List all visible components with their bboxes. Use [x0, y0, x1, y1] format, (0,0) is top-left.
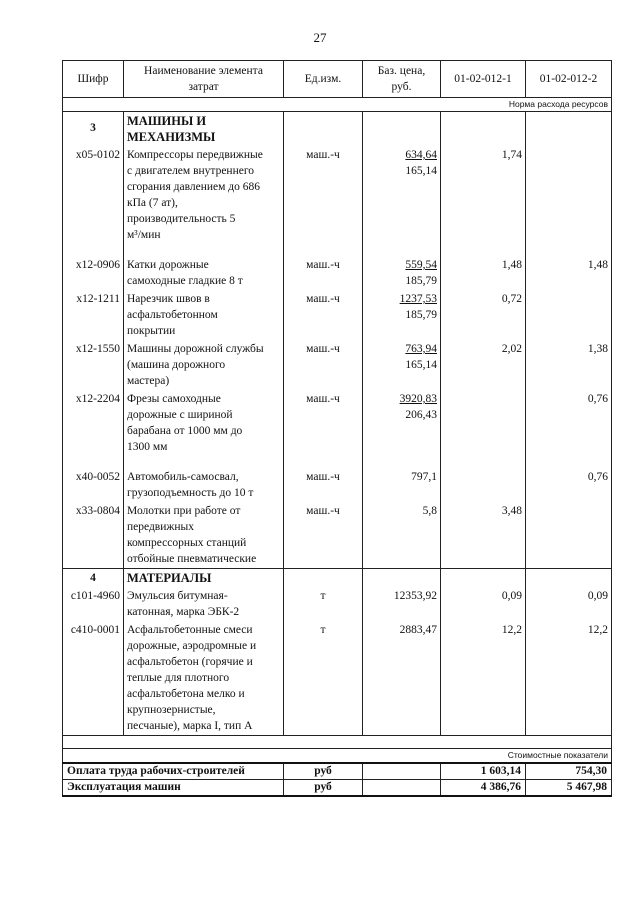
table-row: [63, 390, 612, 456]
row-name-line: асфальтобетонном: [127, 309, 218, 321]
row-name-line: Нарезчик швов в: [127, 293, 210, 305]
row-name-line: теплые для плотного: [127, 672, 230, 684]
row-name-line: покрытии: [127, 325, 176, 337]
row-name-line: (машина дорожного: [127, 359, 226, 371]
row-price: 2883,47: [363, 621, 441, 736]
row-name-line: 1300 мм: [127, 441, 168, 453]
table-row: [63, 146, 612, 244]
row-value-col1: [441, 468, 526, 502]
header-name-line1: Наименование элемента: [144, 65, 263, 77]
row-name-line: сгорания давлением до 686: [127, 181, 260, 193]
row-price-main: 1237,53: [399, 293, 437, 305]
totals-unit: руб: [284, 780, 363, 797]
table-header-row: [63, 61, 612, 98]
row-value-col1: 0,09: [441, 587, 526, 621]
row-code: с410-0001: [63, 621, 124, 736]
note-resources: Норма расхода ресурсов: [63, 98, 612, 112]
row-name-line: самоходные гладкие 8 т: [127, 275, 243, 287]
totals-value-col1: 1 603,14: [441, 763, 526, 780]
row-price: 797,1: [363, 468, 441, 502]
table-row: [63, 340, 612, 390]
row-value-col2: 0,09: [526, 587, 612, 621]
totals-label: Эксплуатация машин: [63, 780, 284, 797]
row-name-line: Молотки при работе от: [127, 505, 241, 517]
section-number: 3: [63, 112, 124, 147]
header-code: Шифр: [63, 61, 124, 98]
row-value-col2: 1,48: [526, 256, 612, 290]
row-value-col1: 1,48: [441, 256, 526, 290]
table-row: [63, 587, 612, 621]
table-row: [63, 290, 612, 340]
row-name-line: м³/мин: [127, 229, 161, 241]
row-price-main: 634,64: [405, 149, 437, 161]
header-price-line1: Баз. цена,: [377, 65, 426, 77]
row-name-line: асфальтобетон (горячие и: [127, 656, 253, 668]
section-title-line2: МЕХАНИЗМЫ: [127, 130, 216, 144]
totals-row: [63, 780, 612, 797]
row-price-main: 559,54: [405, 259, 437, 271]
row-name-line: компрессорных станций: [127, 537, 247, 549]
row-unit: маш.-ч: [284, 502, 363, 569]
row-price-secondary: 165,14: [405, 359, 437, 371]
row-code: х33-0804: [63, 502, 124, 569]
row-name: [124, 621, 284, 736]
section-header-row: [63, 112, 612, 147]
row-value-col1: 3,48: [441, 502, 526, 569]
totals-value-col2: 5 467,98: [526, 780, 612, 797]
row-name-line: Компрессоры передвижные: [127, 149, 263, 161]
row-unit: маш.-ч: [284, 340, 363, 390]
header-unit: Ед.изм.: [284, 61, 363, 98]
row-name-line: передвижных: [127, 521, 194, 533]
row-name: [124, 146, 284, 244]
section-title: МАТЕРИАЛЫ: [124, 569, 284, 588]
row-name-line: дорожные, аэродромные и: [127, 640, 257, 652]
row-name-line: Асфальтобетонные смеси: [127, 624, 253, 636]
resource-table: [62, 60, 612, 797]
row-value-col1: 12,2: [441, 621, 526, 736]
row-unit: маш.-ч: [284, 390, 363, 456]
row-value-col1: 2,02: [441, 340, 526, 390]
row-name-line: барабана от 1000 мм до: [127, 425, 243, 437]
note-costs: Стоимостные показатели: [63, 749, 612, 764]
row-name-line: грузоподъемность до 10 т: [127, 487, 254, 499]
row-name-line: Катки дорожные: [127, 259, 209, 271]
row-price: [363, 390, 441, 456]
row-value-col1: [441, 390, 526, 456]
row-name-line: Машины дорожной службы: [127, 343, 264, 355]
row-name-line: дорожные с шириной: [127, 409, 233, 421]
note-row-costs: [63, 749, 612, 764]
header-price-line2: руб.: [391, 81, 412, 93]
row-code: х05-0102: [63, 146, 124, 244]
table-row: [63, 468, 612, 502]
row-value-col1: 0,72: [441, 290, 526, 340]
row-name-line: производительность 5: [127, 213, 236, 225]
note-row-resources: [63, 98, 612, 112]
row-name: [124, 290, 284, 340]
row-name-line: Эмульсия битумная-: [127, 590, 228, 602]
row-price: 12353,92: [363, 587, 441, 621]
row-value-col2: [526, 290, 612, 340]
row-name-line: асфальтобетона мелко и: [127, 688, 245, 700]
totals-label: Оплата труда рабочих-строителей: [63, 763, 284, 780]
row-name-line: Автомобиль-самосвал,: [127, 471, 239, 483]
section-title: [124, 112, 284, 147]
row-name: [124, 390, 284, 456]
page-number: 27: [313, 30, 327, 45]
row-value-col2: 12,2: [526, 621, 612, 736]
row-name: [124, 340, 284, 390]
row-price: 5,8: [363, 502, 441, 569]
row-name: [124, 502, 284, 569]
row-code: х12-1211: [63, 290, 124, 340]
table-row: [63, 502, 612, 569]
row-name-line: отбойные пневматические: [127, 553, 257, 565]
row-price-secondary: 185,79: [405, 309, 437, 321]
totals-unit: руб: [284, 763, 363, 780]
row-name: [124, 587, 284, 621]
table-row: [63, 621, 612, 736]
row-unit: маш.-ч: [284, 290, 363, 340]
header-col2: 01-02-012-2: [526, 61, 612, 98]
row-code: с101-4960: [63, 587, 124, 621]
row-price-secondary: 165,14: [405, 165, 437, 177]
row-price-main: 3920,83: [399, 393, 437, 405]
row-value-col2: [526, 502, 612, 569]
row-name-line: с двигателем внутреннего: [127, 165, 255, 177]
row-value-col2: 0,76: [526, 390, 612, 456]
row-code: х12-0906: [63, 256, 124, 290]
row-name-line: Фрезы самоходные: [127, 393, 221, 405]
row-price: [363, 340, 441, 390]
section-number: 4: [63, 569, 124, 588]
table-row: [63, 256, 612, 290]
header-col1: 01-02-012-1: [441, 61, 526, 98]
totals-value-col1: 4 386,76: [441, 780, 526, 797]
header-name: [124, 61, 284, 98]
row-price: [363, 146, 441, 244]
row-value-col2: 0,76: [526, 468, 612, 502]
row-unit: маш.-ч: [284, 256, 363, 290]
row-name: [124, 256, 284, 290]
row-value-col1: 1,74: [441, 146, 526, 244]
row-code: х40-0052: [63, 468, 124, 502]
row-name-line: мастера): [127, 375, 170, 387]
row-price-main: 763,94: [405, 343, 437, 355]
row-name: [124, 468, 284, 502]
section-header-row: [63, 569, 612, 588]
totals-row: [63, 763, 612, 780]
header-name-line2: затрат: [188, 81, 219, 93]
row-name-line: крупнозернистые,: [127, 704, 216, 716]
row-unit: маш.-ч: [284, 146, 363, 244]
row-price-secondary: 185,79: [405, 275, 437, 287]
row-price: [363, 290, 441, 340]
row-code: х12-1550: [63, 340, 124, 390]
row-price-secondary: 206,43: [405, 409, 437, 421]
row-price: [363, 256, 441, 290]
row-unit: т: [284, 587, 363, 621]
row-code: х12-2204: [63, 390, 124, 456]
row-unit: маш.-ч: [284, 468, 363, 502]
header-price: [363, 61, 441, 98]
row-name-line: кПа (7 ат),: [127, 197, 178, 209]
row-unit: т: [284, 621, 363, 736]
row-name-line: катонная, марка ЭБК-2: [127, 606, 240, 618]
row-name-line: песчаные), марка I, тип А: [127, 720, 253, 732]
section-title-line1: МАШИНЫ И: [127, 114, 207, 128]
row-value-col2: [526, 146, 612, 244]
row-value-col2: 1,38: [526, 340, 612, 390]
totals-value-col2: 754,30: [526, 763, 612, 780]
